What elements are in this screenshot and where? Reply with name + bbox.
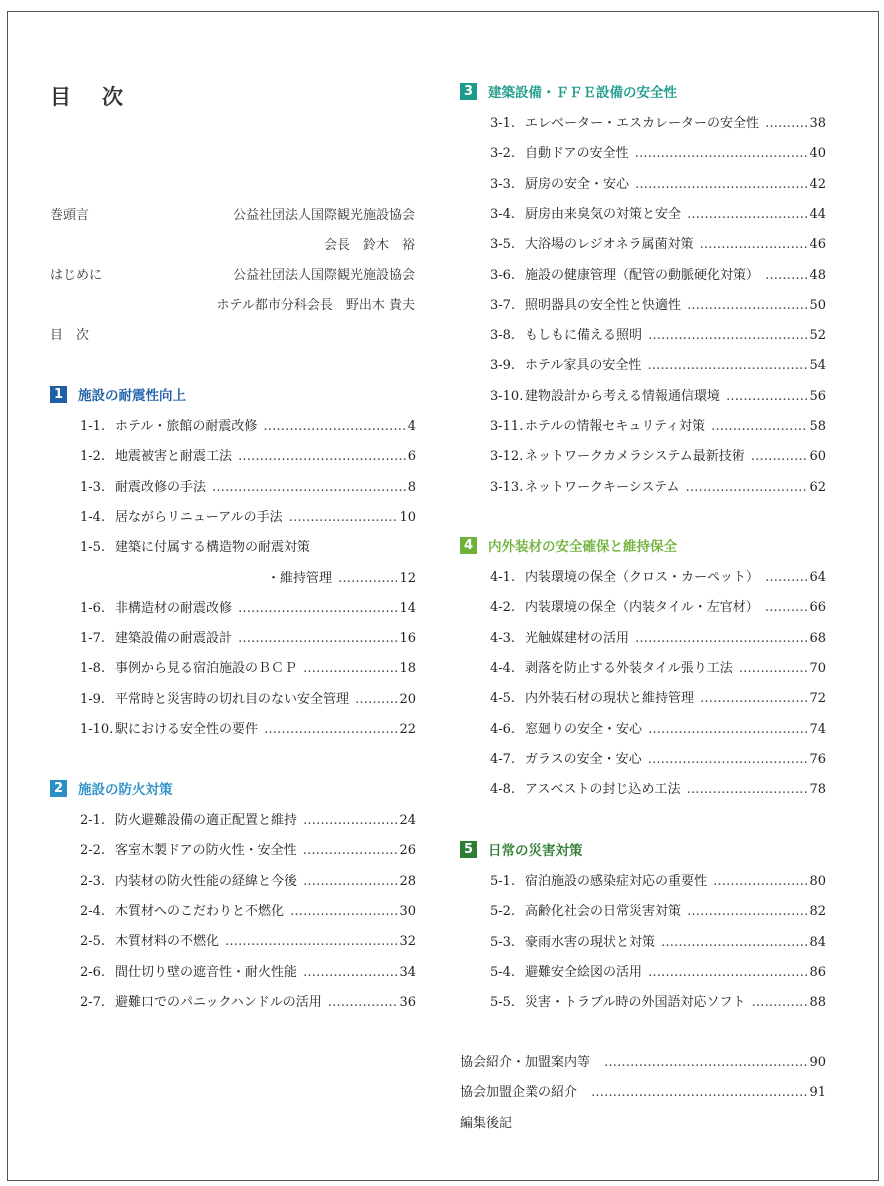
dot-leader <box>711 419 807 434</box>
toc-entry[interactable] <box>490 961 826 979</box>
entry-page-number: 6 <box>407 449 416 465</box>
dot-leader <box>238 601 397 616</box>
dot-leader <box>713 874 807 889</box>
entry-code: 3-3. <box>490 176 516 192</box>
toc-entry[interactable] <box>490 385 826 403</box>
entry-code: 1-3. <box>80 479 106 495</box>
toc-entry[interactable] <box>80 627 416 645</box>
entry-page-number: 56 <box>809 388 826 404</box>
entry-page-number: 28 <box>399 873 416 889</box>
entry-page-number: 64 <box>809 570 826 585</box>
dot-leader <box>212 480 406 495</box>
toc-entry[interactable] <box>490 173 826 191</box>
section-number-badge: 1 <box>50 386 67 403</box>
entry-code: 2-3. <box>80 873 106 889</box>
entry-code: 5-2. <box>490 904 516 920</box>
entry-title: もしもに備える照明 <box>525 328 643 344</box>
dot-leader <box>355 692 397 707</box>
dot-leader <box>328 995 398 1010</box>
entry-page-number: 76 <box>809 751 826 767</box>
section-heading-4 <box>460 535 677 555</box>
entry-page-number: 60 <box>809 449 826 465</box>
entry-page-number: 80 <box>809 874 826 889</box>
entry-title: 耐震改修の手法 <box>115 479 207 495</box>
entry-code: 1-5. <box>80 540 106 556</box>
entry-page-number: 72 <box>809 691 826 707</box>
dot-leader <box>765 570 807 585</box>
toc-entry[interactable] <box>80 930 416 948</box>
entry-title: 間仕切り壁の遮音性・耐火性能 <box>115 964 298 980</box>
entry-code: 4-1. <box>490 570 516 585</box>
entry-code: 4-7. <box>490 751 516 767</box>
entry-code: 4-8. <box>490 782 516 798</box>
entry-page-number: 74 <box>809 721 826 737</box>
entry-page-number: 14 <box>399 600 416 616</box>
toc-entry[interactable] <box>490 657 826 675</box>
dot-leader <box>686 782 807 797</box>
dot-leader <box>661 935 807 950</box>
entry-title: 自動ドアの安全性 <box>525 146 629 162</box>
entry-title: 建築設備の耐震設計 <box>115 631 233 647</box>
entry-code: 2-1. <box>80 813 106 828</box>
entry-page-number: 22 <box>399 722 416 737</box>
preface-org: 公益社団法人国際観光施設協会 <box>232 208 415 223</box>
dot-leader <box>739 661 808 676</box>
dot-leader <box>264 722 397 737</box>
entry-code: 3-2. <box>490 146 516 162</box>
entry-page-number: 88 <box>809 995 826 1011</box>
entry-page-number: 90 <box>809 1055 826 1070</box>
dot-leader <box>303 813 397 828</box>
dot-leader <box>700 691 807 706</box>
entry-code: 2-2. <box>80 843 106 859</box>
entry-page-number: 58 <box>809 419 826 434</box>
section-number-badge: 4 <box>460 537 477 554</box>
entry-title: 施設の健康管理（配管の動脈硬化対策） <box>525 267 760 283</box>
entry-title: 居ながらリニューアルの手法 <box>115 509 283 525</box>
entry-title: 協会加盟企業の紹介 <box>460 1085 578 1101</box>
entry-title: 照明器具の安全性と快適性 <box>525 297 682 313</box>
dot-leader <box>647 358 807 373</box>
entry-code: 5-1. <box>490 874 516 889</box>
entry-code: 4-2. <box>490 600 516 616</box>
back-matter-entry[interactable] <box>460 1081 826 1099</box>
section-title: 施設の防火対策 <box>78 782 173 798</box>
entry-page-number: 52 <box>809 328 826 344</box>
dot-leader <box>604 1055 807 1070</box>
entry-page-number: 32 <box>399 934 416 950</box>
entry-title: ・維持管理 <box>267 570 333 586</box>
entry-code: 2-4. <box>80 903 106 919</box>
toc-entry[interactable] <box>490 566 826 584</box>
toc-entry[interactable] <box>80 870 416 888</box>
toc-entry[interactable] <box>267 567 416 585</box>
entry-page-number: 18 <box>399 661 416 677</box>
toc-entry[interactable] <box>490 324 826 342</box>
toc-page <box>7 11 879 1181</box>
entry-title: 平常時と災害時の切れ目のない安全管理 <box>115 691 350 707</box>
toc-entry[interactable] <box>490 596 826 614</box>
toc-entry[interactable] <box>490 627 826 645</box>
entry-page-number: 86 <box>809 964 826 980</box>
entry-page-number: 46 <box>809 237 826 253</box>
entry-page-number: 20 <box>399 691 416 707</box>
section-heading-3 <box>460 81 677 101</box>
entry-title: ガラスの安全・安心 <box>525 751 642 767</box>
section-number-badge: 5 <box>460 841 477 858</box>
dot-leader <box>303 874 397 889</box>
entry-title: 厨房由来臭気の対策と安全 <box>525 206 682 222</box>
toc-entry[interactable] <box>80 476 416 494</box>
entry-page-number: 40 <box>809 146 826 162</box>
entry-code: 1-2. <box>80 449 106 465</box>
dot-leader <box>635 177 807 192</box>
entry-title: 豪雨水害の現状と対策 <box>525 934 656 950</box>
entry-title: 大浴場のレジオネラ属菌対策 <box>525 237 694 253</box>
entry-code: 5-3. <box>490 934 516 950</box>
section-heading-1 <box>50 384 186 404</box>
entry-code: 3-6. <box>490 267 516 283</box>
toc-entry[interactable] <box>80 900 416 918</box>
entry-title: 厨房の安全・安心 <box>525 176 630 192</box>
dot-leader <box>303 843 398 858</box>
dot-leader <box>765 116 807 131</box>
back-matter-entry[interactable] <box>460 1112 826 1130</box>
entry-title: 防火避難設備の適正配置と維持 <box>115 813 298 828</box>
entry-page-number: 44 <box>809 206 826 222</box>
dot-leader <box>765 600 808 615</box>
entry-title: 内外装石材の現状と維持管理 <box>525 691 695 707</box>
entry-page-number: 24 <box>399 813 416 828</box>
toc-entry[interactable] <box>490 445 826 463</box>
entry-title: 宿泊施設の感染症対応の重要性 <box>525 874 708 889</box>
entry-title: ホテル・旅館の耐震改修 <box>115 419 258 434</box>
entry-page-number: 38 <box>809 116 826 131</box>
toc-entry[interactable] <box>490 778 826 796</box>
entry-page-number: 70 <box>809 660 826 676</box>
entry-title: 地震被害と耐震工法 <box>115 449 233 465</box>
entry-code: 1-9. <box>80 691 106 707</box>
entry-code: 3-11. <box>490 419 524 434</box>
toc-entry[interactable] <box>80 961 416 979</box>
dot-leader <box>687 207 807 222</box>
dot-leader <box>289 510 398 525</box>
back-matter-entry[interactable] <box>460 1051 826 1069</box>
toc-entry[interactable] <box>490 415 826 433</box>
dot-leader <box>648 722 807 737</box>
dot-leader <box>687 298 807 313</box>
entry-page-number: 82 <box>809 904 826 920</box>
entry-title: 内装環境の保全（内装タイル・左官材） <box>525 600 759 616</box>
dot-leader <box>591 1085 807 1100</box>
toc-entry[interactable] <box>80 536 416 554</box>
entry-title: 建物設計から考える情報通信環境 <box>525 388 721 404</box>
entry-code: 3-9. <box>490 358 516 374</box>
entry-page-number: 16 <box>399 631 416 647</box>
preface-label: 巻頭言 <box>50 208 90 223</box>
dot-leader <box>338 571 397 586</box>
entry-page-number: 66 <box>809 600 826 616</box>
dot-leader <box>648 328 807 343</box>
entry-title: 内装環境の保全（クロス・カーペット） <box>525 570 760 585</box>
entry-page-number: 68 <box>809 630 826 646</box>
entry-code: 1-1. <box>80 419 106 434</box>
entry-code: 3-8. <box>490 328 516 344</box>
entry-title: ホテルの情報セキュリティ対策 <box>525 419 706 434</box>
entry-code: 3-12. <box>490 449 524 465</box>
toc-entry[interactable] <box>80 688 416 706</box>
dot-leader <box>238 449 406 464</box>
toc-entry[interactable] <box>490 233 826 251</box>
entry-title: 光触媒建材の活用 <box>525 630 630 646</box>
toc-entry[interactable] <box>490 900 826 918</box>
entry-title: 編集後記 <box>460 1115 513 1131</box>
section-number-badge: 2 <box>50 780 67 797</box>
dot-leader <box>765 268 807 283</box>
entry-title: 避難口でのパニックハンドルの活用 <box>115 994 322 1010</box>
dot-leader <box>263 419 405 434</box>
dot-leader <box>290 904 397 919</box>
toc-label: 目 次 <box>50 328 90 343</box>
section-title: 建築設備・ＦＦＥ設備の安全性 <box>488 85 677 101</box>
dot-leader <box>648 752 808 767</box>
entry-code: 4-3. <box>490 630 516 646</box>
intro-org: 公益社団法人国際観光施設協会 <box>232 268 415 283</box>
entry-page-number: 10 <box>399 509 416 525</box>
entry-page-number: 91 <box>809 1085 826 1101</box>
dot-leader <box>726 389 807 404</box>
entry-code: 1-8. <box>80 661 106 677</box>
entry-code: 3-13. <box>490 479 524 495</box>
entry-code: 4-5. <box>490 691 516 707</box>
entry-page-number: 34 <box>399 964 416 980</box>
section-title: 内外装材の安全確保と維持保全 <box>488 539 677 555</box>
entry-title: アスベストの封じ込め工法 <box>525 782 681 798</box>
entry-title: 事例から見る宿泊施設のＢＣＰ <box>115 661 298 677</box>
dot-leader <box>225 934 397 949</box>
entry-code: 1-7. <box>80 631 106 647</box>
toc-entry[interactable] <box>490 476 826 494</box>
toc-entry[interactable] <box>80 839 416 857</box>
entry-page-number: 8 <box>407 479 416 495</box>
entry-page-number: 36 <box>399 994 416 1010</box>
entry-title: 災害・トラブル時の外国語対応ソフト <box>525 995 746 1011</box>
toc-entry[interactable] <box>490 931 826 949</box>
entry-code: 3-5. <box>490 237 516 253</box>
section-heading-5 <box>460 839 583 859</box>
entry-page-number: 84 <box>809 934 826 950</box>
entry-code: 4-6. <box>490 721 516 737</box>
dot-leader <box>303 965 397 980</box>
entry-page-number: 30 <box>399 903 416 919</box>
section-number-badge: 3 <box>460 83 477 100</box>
toc-entry[interactable] <box>490 142 826 160</box>
section-title: 日常の災害対策 <box>488 843 583 859</box>
entry-page-number: 62 <box>809 479 826 495</box>
section-heading-2 <box>50 778 173 798</box>
entry-page-number: 12 <box>399 570 416 586</box>
entry-title: 客室木製ドアの防火性・安全性 <box>115 843 297 859</box>
entry-title: 内装材の防火性能の経緯と今後 <box>115 873 298 889</box>
entry-title: エレベーター・エスカレーターの安全性 <box>525 116 760 131</box>
entry-title: 高齢化社会の日常災害対策 <box>525 904 682 920</box>
toc-entry[interactable] <box>490 687 826 705</box>
dot-leader <box>687 904 807 919</box>
dot-leader <box>303 661 397 676</box>
dot-leader <box>700 237 808 252</box>
entry-title: 木質材へのこだわりと不燃化 <box>115 903 285 919</box>
page-title: 目 次 <box>50 85 124 109</box>
entry-code: 5-4. <box>490 964 516 980</box>
intro-person: ホテル都市分科会長 野出木 貴夫 <box>216 298 415 313</box>
entry-code: 2-7. <box>80 994 106 1010</box>
section-title: 施設の耐震性向上 <box>78 388 186 404</box>
dot-leader <box>751 995 807 1010</box>
entry-code: 3-4. <box>490 206 516 222</box>
toc-entry[interactable] <box>80 991 416 1009</box>
entry-page-number: 78 <box>809 782 826 798</box>
toc-entry[interactable] <box>80 506 416 524</box>
entry-code: 3-10. <box>490 388 524 404</box>
toc-entry[interactable] <box>80 718 416 736</box>
entry-title: 建築に付属する構造物の耐震対策 <box>115 540 311 556</box>
toc-entry[interactable] <box>490 748 826 766</box>
entry-title: 協会紹介・加盟案内等 <box>460 1055 591 1070</box>
entry-code: 1-6. <box>80 600 106 616</box>
entry-title: ネットワークカメラシステム最新技術 <box>525 449 745 465</box>
dot-leader <box>685 480 807 495</box>
entry-code: 1-10. <box>80 722 114 737</box>
entry-code: 1-4. <box>80 509 106 525</box>
toc-entry[interactable] <box>490 718 826 736</box>
entry-code: 3-7. <box>490 297 516 313</box>
entry-title: 避難安全絵図の活用 <box>525 964 643 980</box>
entry-title: 木質材料の不燃化 <box>115 934 220 950</box>
toc-entry[interactable] <box>490 294 826 312</box>
toc-entry[interactable] <box>80 657 416 675</box>
entry-code: 2-6. <box>80 964 106 980</box>
entry-page-number: 48 <box>809 267 826 283</box>
toc-entry[interactable] <box>490 354 826 372</box>
entry-page-number: 26 <box>399 843 416 859</box>
entry-title: ホテル家具の安全性 <box>525 358 642 374</box>
dot-leader <box>238 631 397 646</box>
entry-title: 非構造材の耐震改修 <box>115 600 233 616</box>
dot-leader <box>635 146 808 161</box>
intro-label: はじめに <box>50 268 103 283</box>
toc-entry[interactable] <box>490 991 826 1009</box>
toc-entry[interactable] <box>490 264 826 282</box>
entry-code: 3-1. <box>490 116 516 131</box>
entry-title: 駅における安全性の要件 <box>115 722 259 737</box>
preface-person: 会長 鈴木 裕 <box>323 238 415 253</box>
dot-leader <box>635 631 807 646</box>
entry-code: 4-4. <box>490 660 516 676</box>
entry-code: 2-5. <box>80 934 106 950</box>
toc-entry[interactable] <box>490 870 826 888</box>
toc-entry[interactable] <box>80 809 416 827</box>
entry-title: ネットワークキーシステム <box>525 479 680 495</box>
dot-leader <box>648 965 807 980</box>
toc-entry[interactable] <box>80 597 416 615</box>
entry-title: 剥落を防止する外装タイル張り工法 <box>525 660 733 676</box>
toc-entry[interactable] <box>80 445 416 463</box>
entry-title: 窓廻りの安全・安心 <box>525 721 643 737</box>
entry-page-number: 50 <box>809 297 826 313</box>
entry-page-number: 4 <box>407 419 416 434</box>
toc-entry[interactable] <box>490 203 826 221</box>
dot-leader <box>751 449 808 464</box>
entry-page-number: 42 <box>809 176 826 192</box>
entry-page-number: 54 <box>809 358 826 374</box>
toc-entry[interactable] <box>80 415 416 433</box>
toc-entry[interactable] <box>490 112 826 130</box>
entry-code: 5-5. <box>490 995 516 1011</box>
